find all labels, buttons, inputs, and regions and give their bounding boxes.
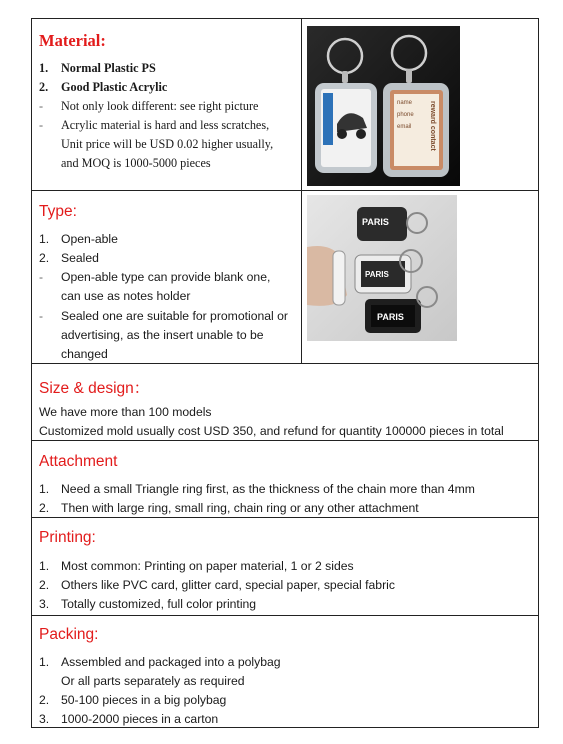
printing-item-1: 1. Most common: Printing on paper material, 1 or 2 sides xyxy=(39,559,354,573)
type-note-2-line-3: changed xyxy=(61,347,108,361)
column-divider xyxy=(301,19,302,190)
keychain-label-1: PARIS xyxy=(362,217,389,227)
material-item-1: 1. Normal Plastic PS xyxy=(39,61,156,75)
printing-heading: Printing: xyxy=(39,529,96,546)
material-note-2-line-1: Acrylic material is hard and less scratches, xyxy=(61,118,270,132)
material-keychain-photo xyxy=(307,26,460,186)
packing-row xyxy=(32,616,538,729)
attachment-heading: Attachment xyxy=(39,453,118,470)
packing-item-3: 3. 1000-2000 pieces in a carton xyxy=(39,712,219,726)
type-item-2: 2. Sealed xyxy=(39,251,99,265)
type-item-1: 1. Open-able xyxy=(39,232,118,246)
packing-heading: Packing: xyxy=(39,626,99,643)
material-note-1: Not only look different: see right picture xyxy=(61,99,259,113)
column-divider xyxy=(301,191,302,363)
type-note-dash-2: - xyxy=(39,309,44,323)
card-reward-contact-text: reward contact xyxy=(429,101,436,151)
packing-item-1-line-2: Or all parts separately as required xyxy=(61,674,245,688)
card-line-email: email xyxy=(397,124,412,130)
attachment-item-1: 1. Need a small Triangle ring first, as the thickness of the chain more than 4mm xyxy=(39,482,475,496)
type-note-1-line-2: can use as notes holder xyxy=(61,289,191,303)
type-keychain-photo xyxy=(307,195,457,341)
attachment-row xyxy=(32,441,538,518)
material-item-2: 2. Good Plastic Acrylic xyxy=(39,80,168,94)
packing-item-2: 2. 50-100 pieces in a big polybag xyxy=(39,693,227,707)
size-design-line-1: We have more than 100 models xyxy=(39,405,212,419)
attachment-item-2: 2. Then with large ring, small ring, chain ring or any other attachment xyxy=(39,501,419,515)
card-line-name: name xyxy=(397,100,413,106)
card-line-phone: phone xyxy=(397,112,414,118)
type-note-2-line-1: Sealed one are suitable for promotional or xyxy=(61,309,288,323)
printing-item-2: 2. Others like PVC card, glitter card, special paper, special fabric xyxy=(39,578,395,592)
keychain-label-3: PARIS xyxy=(377,312,404,322)
material-note-dash-1: - xyxy=(39,99,44,113)
size-design-heading: Size & design： xyxy=(39,380,150,397)
material-note-dash-2: - xyxy=(39,118,44,132)
type-note-dash-1: - xyxy=(39,270,44,284)
printing-item-3: 3. Totally customized, full color printing xyxy=(39,597,257,611)
spec-table xyxy=(31,18,539,728)
type-note-2-line-2: advertising, as the insert unable to be xyxy=(61,328,264,342)
material-note-2-line-3: and MOQ is 1000-5000 pieces xyxy=(61,156,211,170)
type-note-1-line-1: Open-able type can provide blank one, xyxy=(61,270,271,284)
size-design-row xyxy=(32,364,538,441)
material-heading: Material: xyxy=(39,31,106,50)
type-heading: Type: xyxy=(39,203,77,220)
material-row xyxy=(32,19,538,191)
packing-item-1: 1. Assembled and packaged into a polybag xyxy=(39,655,281,669)
printing-row xyxy=(32,518,538,616)
keychain-label-2: PARIS xyxy=(365,270,389,279)
size-design-line-2: Customized mold usually cost USD 350, and refund for quantity 100000 pieces in total xyxy=(39,424,504,438)
type-row xyxy=(32,191,538,364)
material-note-2-line-2: Unit price will be USD 0.02 higher usually, xyxy=(61,137,274,151)
